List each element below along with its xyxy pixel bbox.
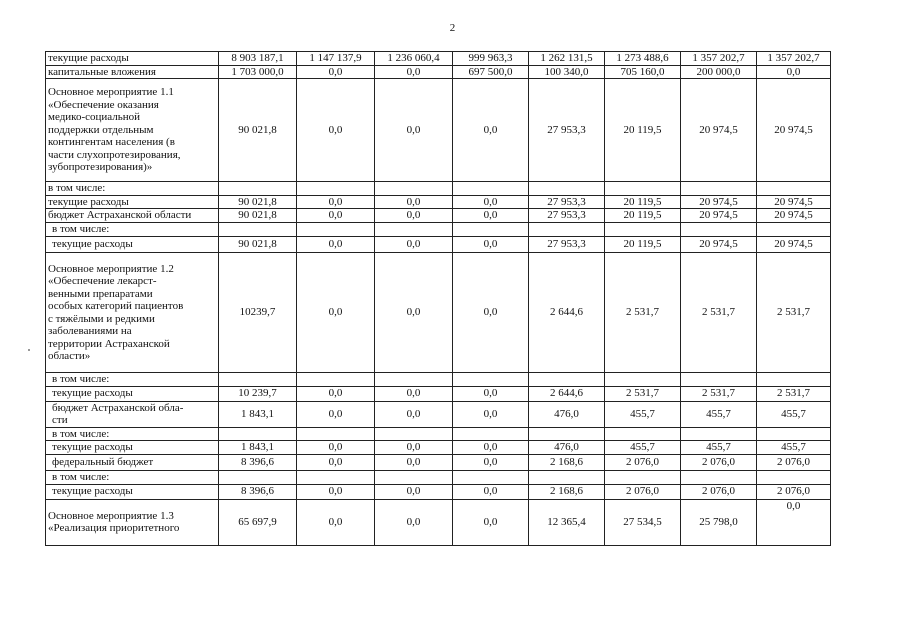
table-row xyxy=(46,373,831,387)
value-cell: 2 076,0 xyxy=(681,484,757,499)
value-cell: 999 963,3 xyxy=(453,52,529,66)
value-cell: 0,0 xyxy=(297,441,375,455)
value-cell xyxy=(529,427,605,441)
value-cell: 0,0 xyxy=(297,209,375,223)
value-cell: 1 236 060,4 xyxy=(375,52,453,66)
value-cell xyxy=(219,471,297,485)
value-cell: 0,0 xyxy=(375,253,453,373)
value-cell: 0,0 xyxy=(297,79,375,182)
value-cell: 0,0 xyxy=(297,237,375,253)
value-cell: 10 239,7 xyxy=(219,386,297,401)
row-label: текущие расходы xyxy=(46,237,219,253)
value-cell: 90 021,8 xyxy=(219,79,297,182)
row-label: текущие расходы xyxy=(46,484,219,499)
value-cell: 8 903 187,1 xyxy=(219,52,297,66)
value-cell: 2 076,0 xyxy=(681,455,757,471)
value-cell: 90 021,8 xyxy=(219,209,297,223)
table-row xyxy=(46,223,831,237)
value-cell xyxy=(375,427,453,441)
table-row xyxy=(46,499,831,545)
table-row xyxy=(46,471,831,485)
table-row xyxy=(46,455,831,471)
row-label: текущие расходы xyxy=(46,195,219,209)
value-cell: 0,0 xyxy=(375,484,453,499)
value-cell: 20 974,5 xyxy=(757,195,831,209)
value-cell: 697 500,0 xyxy=(453,65,529,79)
value-cell: 0,0 xyxy=(375,65,453,79)
value-cell: 0,0 xyxy=(297,401,375,427)
value-cell: 20 119,5 xyxy=(605,79,681,182)
budget-table xyxy=(45,51,831,546)
value-cell xyxy=(453,471,529,485)
value-cell xyxy=(681,427,757,441)
value-cell: 20 974,5 xyxy=(681,237,757,253)
row-label: в том числе: xyxy=(46,223,219,237)
value-cell xyxy=(681,223,757,237)
table-row xyxy=(46,401,831,427)
value-cell: 2 531,7 xyxy=(605,386,681,401)
value-cell: 2 076,0 xyxy=(605,455,681,471)
value-cell: 1 147 137,9 xyxy=(297,52,375,66)
value-cell: 0,0 xyxy=(375,209,453,223)
row-label: бюджет Астраханской области xyxy=(46,209,219,223)
value-cell: 10239,7 xyxy=(219,253,297,373)
value-cell xyxy=(297,182,375,196)
row-label: текущие расходы xyxy=(46,52,219,66)
value-cell: 0,0 xyxy=(453,455,529,471)
value-cell: 20 974,5 xyxy=(757,209,831,223)
value-cell: 0,0 xyxy=(453,253,529,373)
row-label: федеральный бюджет xyxy=(46,455,219,471)
value-cell: 200 000,0 xyxy=(681,65,757,79)
value-cell: 20 119,5 xyxy=(605,209,681,223)
value-cell xyxy=(605,223,681,237)
value-cell: 1 703 000,0 xyxy=(219,65,297,79)
value-cell xyxy=(529,223,605,237)
value-cell: 0,0 xyxy=(453,499,529,545)
value-cell xyxy=(757,182,831,196)
value-cell: 1 843,1 xyxy=(219,401,297,427)
table-row xyxy=(46,427,831,441)
value-cell: 0,0 xyxy=(453,441,529,455)
value-cell: 90 021,8 xyxy=(219,237,297,253)
value-cell xyxy=(681,373,757,387)
value-cell: 0,0 xyxy=(375,455,453,471)
value-cell: 2 531,7 xyxy=(757,386,831,401)
row-label: Основное мероприятие 1.1 «Обеспечение оказания медико-социальной поддержки отдельным контингентам населения (в части слухопротезирования, зубопротезирования)» xyxy=(46,79,219,182)
row-label: капитальные вложения xyxy=(46,65,219,79)
value-cell xyxy=(297,427,375,441)
value-cell: 455,7 xyxy=(757,441,831,455)
table-row xyxy=(46,237,831,253)
value-cell xyxy=(757,471,831,485)
value-cell xyxy=(219,223,297,237)
value-cell: 2 168,6 xyxy=(529,455,605,471)
value-cell xyxy=(453,427,529,441)
value-cell xyxy=(529,373,605,387)
value-cell: 2 531,7 xyxy=(757,253,831,373)
value-cell xyxy=(605,182,681,196)
value-cell: 20 974,5 xyxy=(757,79,831,182)
value-cell xyxy=(529,471,605,485)
value-cell: 27 953,3 xyxy=(529,209,605,223)
value-cell: 20 974,5 xyxy=(681,195,757,209)
value-cell: 12 365,4 xyxy=(529,499,605,545)
row-label: в том числе: xyxy=(46,373,219,387)
scan-dot xyxy=(28,349,30,351)
value-cell: 1 273 488,6 xyxy=(605,52,681,66)
value-cell: 1 262 131,5 xyxy=(529,52,605,66)
value-cell: 2 531,7 xyxy=(681,386,757,401)
value-cell: 0,0 xyxy=(757,65,831,79)
value-cell: 455,7 xyxy=(605,441,681,455)
value-cell: 0,0 xyxy=(375,441,453,455)
value-cell xyxy=(219,427,297,441)
value-cell xyxy=(375,223,453,237)
value-cell: 0,0 xyxy=(297,195,375,209)
value-cell: 476,0 xyxy=(529,401,605,427)
value-cell xyxy=(219,373,297,387)
table-row xyxy=(46,79,831,182)
value-cell xyxy=(529,182,605,196)
value-cell xyxy=(605,373,681,387)
row-label: в том числе: xyxy=(46,471,219,485)
value-cell: 100 340,0 xyxy=(529,65,605,79)
value-cell: 25 798,0 xyxy=(681,499,757,545)
value-cell xyxy=(453,182,529,196)
row-label: текущие расходы xyxy=(46,441,219,455)
value-cell: 1 357 202,7 xyxy=(681,52,757,66)
value-cell: 65 697,9 xyxy=(219,499,297,545)
row-label: Основное мероприятие 1.3 «Реализация приоритетного xyxy=(46,499,219,545)
table-row xyxy=(46,65,831,79)
value-cell xyxy=(453,223,529,237)
value-cell: 2 076,0 xyxy=(757,455,831,471)
value-cell xyxy=(297,373,375,387)
value-cell: 0,0 xyxy=(375,386,453,401)
value-cell: 2 531,7 xyxy=(605,253,681,373)
value-cell xyxy=(681,182,757,196)
table-row xyxy=(46,195,831,209)
value-cell: 0,0 xyxy=(375,401,453,427)
value-cell xyxy=(453,373,529,387)
value-cell: 2 531,7 xyxy=(681,253,757,373)
table-row xyxy=(46,386,831,401)
value-cell: 0,0 xyxy=(297,499,375,545)
value-cell xyxy=(605,471,681,485)
value-cell xyxy=(219,182,297,196)
value-cell: 20 974,5 xyxy=(681,79,757,182)
value-cell: 20 119,5 xyxy=(605,237,681,253)
value-cell: 27 953,3 xyxy=(529,195,605,209)
value-cell: 2 076,0 xyxy=(757,484,831,499)
table-row xyxy=(46,484,831,499)
value-cell: 0,0 xyxy=(453,195,529,209)
value-cell: 455,7 xyxy=(681,441,757,455)
value-cell xyxy=(757,427,831,441)
value-cell: 1 843,1 xyxy=(219,441,297,455)
value-cell: 455,7 xyxy=(605,401,681,427)
value-cell: 0,0 xyxy=(297,455,375,471)
row-label: Основное мероприятие 1.2 «Обеспечение лекарст- венными препаратами особых категорий пациентов с тяжёлыми и редкими заболеваниями на территории Астраханской области» xyxy=(46,253,219,373)
value-cell: 27 953,3 xyxy=(529,79,605,182)
row-label: текущие расходы xyxy=(46,386,219,401)
value-cell: 0,0 xyxy=(297,386,375,401)
value-cell xyxy=(757,373,831,387)
value-cell: 476,0 xyxy=(529,441,605,455)
value-cell xyxy=(681,471,757,485)
value-cell xyxy=(605,427,681,441)
value-cell: 0,0 xyxy=(297,253,375,373)
value-cell: 0,0 xyxy=(297,65,375,79)
value-cell: 0,0 xyxy=(453,209,529,223)
value-cell xyxy=(375,182,453,196)
value-cell: 0,0 xyxy=(453,79,529,182)
value-cell: 0,0 xyxy=(375,195,453,209)
value-cell xyxy=(375,373,453,387)
value-cell: 20 119,5 xyxy=(605,195,681,209)
row-label: в том числе: xyxy=(46,427,219,441)
value-cell: 20 974,5 xyxy=(757,237,831,253)
row-label: бюджет Астраханской обла- сти xyxy=(46,401,219,427)
value-cell: 8 396,6 xyxy=(219,484,297,499)
value-cell: 0,0 xyxy=(453,386,529,401)
value-cell xyxy=(757,223,831,237)
value-cell: 27 953,3 xyxy=(529,237,605,253)
value-cell: 0,0 xyxy=(375,499,453,545)
value-cell xyxy=(375,471,453,485)
value-cell: 455,7 xyxy=(681,401,757,427)
table-row xyxy=(46,441,831,455)
value-cell: 0,0 xyxy=(375,79,453,182)
value-cell: 0,0 xyxy=(453,484,529,499)
value-cell: 8 396,6 xyxy=(219,455,297,471)
value-cell: 0,0 xyxy=(757,499,831,545)
value-cell xyxy=(297,223,375,237)
value-cell: 0,0 xyxy=(297,484,375,499)
value-cell: 20 974,5 xyxy=(681,209,757,223)
value-cell: 2 644,6 xyxy=(529,386,605,401)
value-cell: 705 160,0 xyxy=(605,65,681,79)
value-cell: 2 644,6 xyxy=(529,253,605,373)
value-cell: 455,7 xyxy=(757,401,831,427)
value-cell: 1 357 202,7 xyxy=(757,52,831,66)
value-cell: 0,0 xyxy=(453,237,529,253)
value-cell: 0,0 xyxy=(453,401,529,427)
value-cell: 27 534,5 xyxy=(605,499,681,545)
table-row xyxy=(46,52,831,66)
table-row xyxy=(46,182,831,196)
table-row xyxy=(46,253,831,373)
table-row xyxy=(46,209,831,223)
value-cell: 90 021,8 xyxy=(219,195,297,209)
page-number: 2 xyxy=(449,22,456,34)
value-cell: 0,0 xyxy=(375,237,453,253)
value-cell: 2 076,0 xyxy=(605,484,681,499)
row-label: в том числе: xyxy=(46,182,219,196)
value-cell: 2 168,6 xyxy=(529,484,605,499)
value-cell xyxy=(297,471,375,485)
